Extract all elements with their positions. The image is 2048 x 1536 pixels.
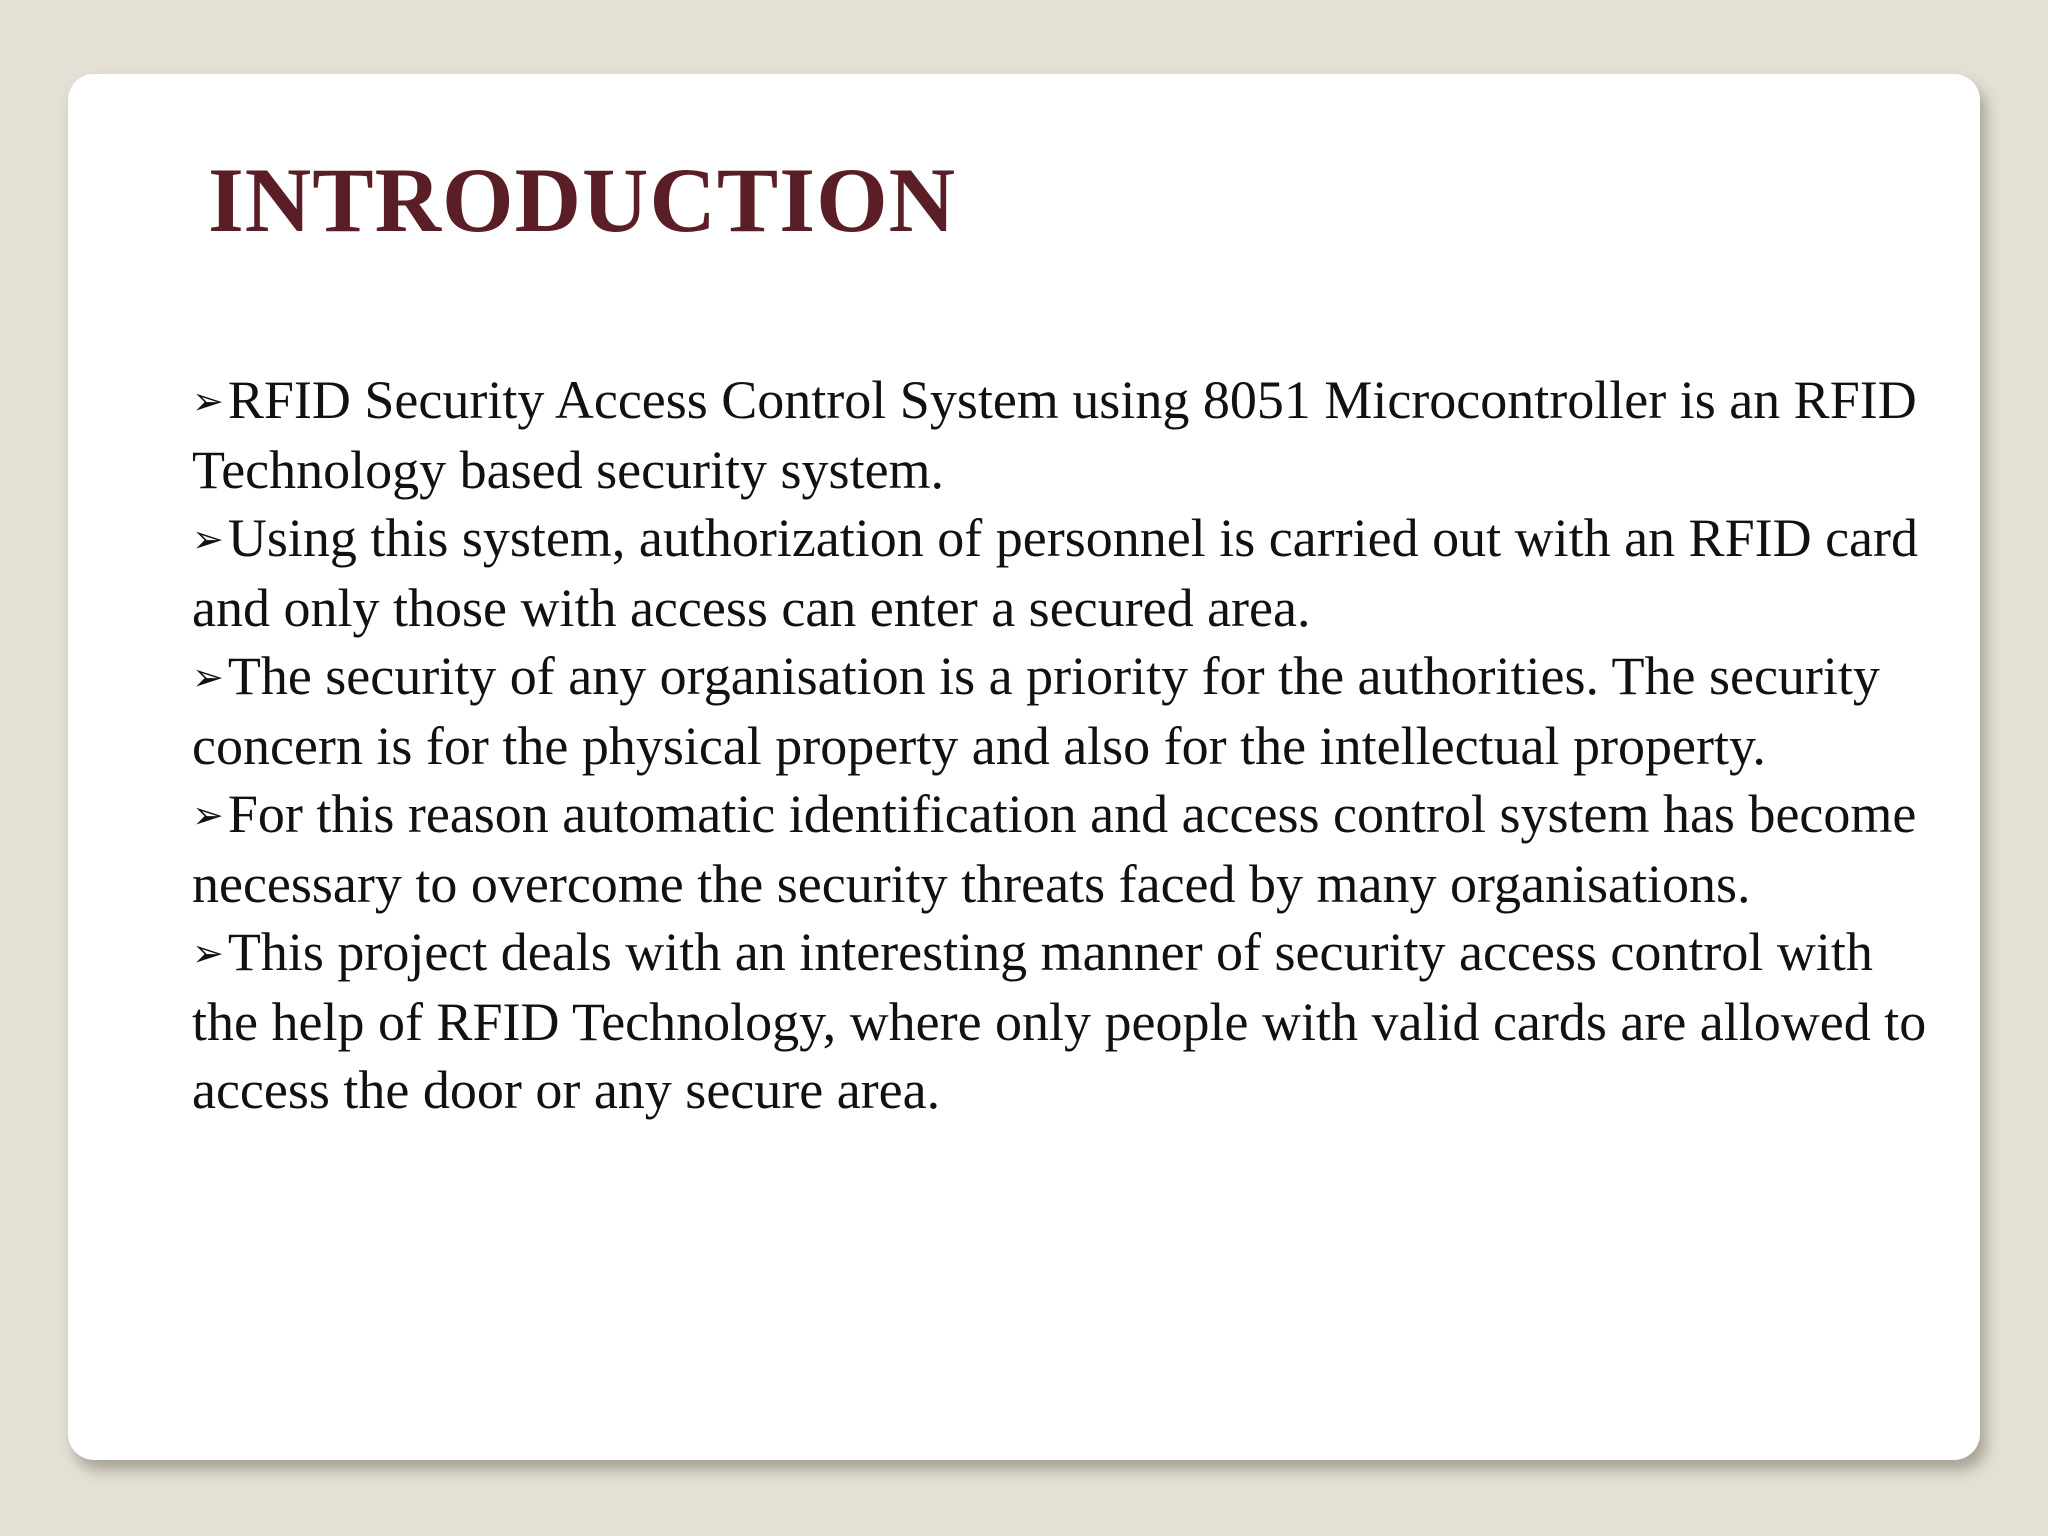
bullet-text: This project deals with an interesting manner of security access control with the help of RFID Technology, where only people with valid cards are allowed to access the door or any secure area.: [192, 922, 1927, 1120]
bullet-text: The security of any organisation is a priority for the authorities. The security concern is for the physical property and also for the intellectual property.: [192, 646, 1880, 776]
bullet-text: For this reason automatic identification and access control system has become necessary to overcome the security threats faced by many organisations.: [192, 784, 1917, 914]
arrowhead-bullet-icon: ➢: [192, 793, 224, 837]
bullet-text: RFID Security Access Control System using 8051 Microcontroller is an RFID Technology based security system.: [192, 370, 1917, 500]
slide-card: [68, 74, 1980, 1460]
bullet-item: [192, 504, 1952, 642]
bullet-item: [192, 642, 1952, 780]
arrowhead-bullet-icon: ➢: [192, 655, 224, 699]
slide-title: INTRODUCTION: [208, 149, 957, 251]
bullet-item: [192, 366, 1952, 504]
bullet-item: [192, 918, 1952, 1125]
bullet-item: [192, 780, 1952, 918]
bullet-text: Using this system, authorization of personnel is carried out with an RFID card and only those with access can enter a secured area.: [192, 508, 1919, 638]
bullet-list: [192, 366, 1952, 1125]
arrowhead-bullet-icon: ➢: [192, 379, 224, 423]
arrowhead-bullet-icon: ➢: [192, 931, 224, 975]
arrowhead-bullet-icon: ➢: [192, 517, 224, 561]
